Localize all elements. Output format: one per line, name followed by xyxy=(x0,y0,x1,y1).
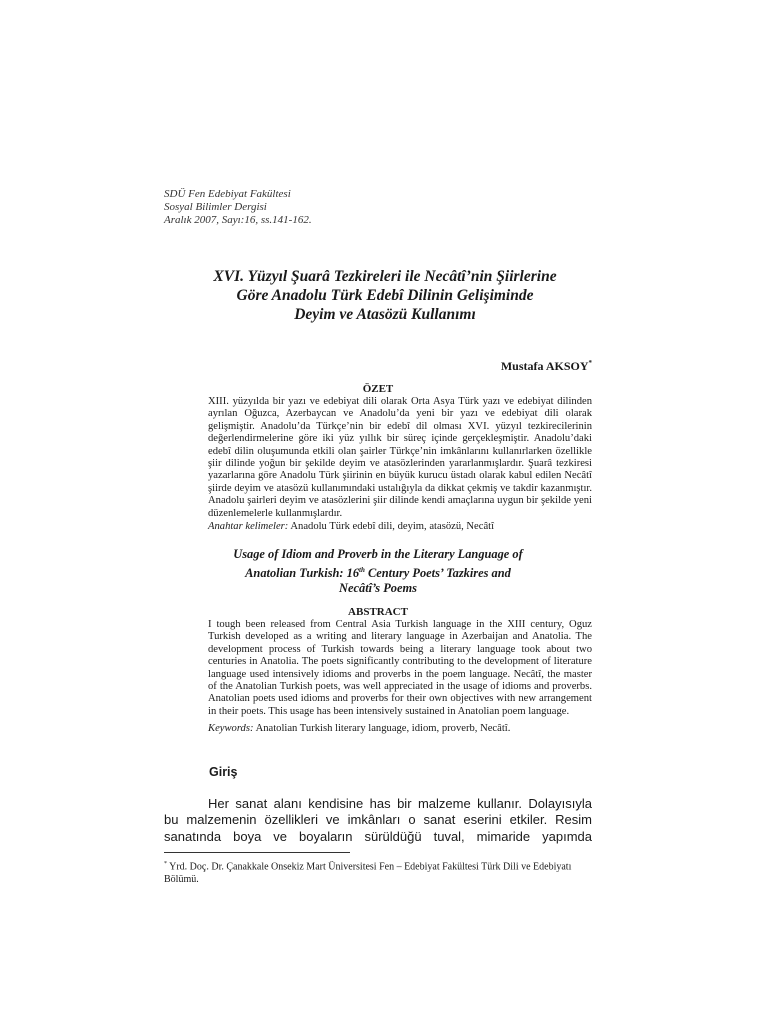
abstract-keywords xyxy=(208,723,510,734)
journal-name: Sosyal Bilimler Dergisi xyxy=(164,201,267,213)
giris-body xyxy=(164,796,592,845)
ozet-keywords-label: Anahtar kelimeler: xyxy=(208,521,289,532)
ozet-keywords xyxy=(208,521,494,532)
giris-line-3: sanatında boya ve boyaların sürüldüğü tuval, mimaride yapımda xyxy=(164,828,592,844)
ozet-keywords-text: Anadolu Türk edebî dili, deyim, atasözü, Necâtî xyxy=(288,521,495,532)
abstract-paragraph xyxy=(164,619,592,718)
journal-issue: Aralık 2007, Sayı:16, ss.141-162. xyxy=(164,214,312,226)
section-heading-giris: Giriş xyxy=(209,765,238,779)
title-line-3: Deyim ve Atasözü Kullanımı xyxy=(294,306,476,323)
giris-line-1: Her sanat alanı kendisine has bir malzeme kullanır. Dolayısıyla xyxy=(208,796,592,811)
author-name-text: Mustafa AKSOY xyxy=(500,359,589,373)
footnote-text: Yrd. Doç. Dr. Çanakkale Onsekiz Mart Üniversitesi Fen – Edebiyat Fakültesi Türk Dili ve Edebiyatı Bölümü. xyxy=(164,861,572,885)
author-name xyxy=(501,359,592,374)
footnote-divider xyxy=(164,852,350,853)
ozet-text: XIII. yüzyılda bir yazı ve edebiyat dili olarak Orta Asya Türk yazı ve edebiyat dilinden ayrılan Oğuzca, Azerbaycan ve Anadolu’da yeni bir yazı ve edebiyat dili olarak gelişmiştir. Anadolu’da Türkçe’nin bir edebî dil olması XVI. yüzyıl tezkirecilerinin değerlendirmelerine göre iki yüz yıllık bir süreç içinde gerçekleşmiştir. Anadolu’daki edebî dilin oluşumunda etkili olan şairler Türkçe’nin imkânlarını kullanırlarken özellikle şiir dilinde yoğun bir şekilde deyim ve atasözlerinden yararlanmışlardır. Şuarâ tezkiresi yazarlarına göre Anadolu Türk şiirinin en büyük kurucu üstadı olarak kabul edilen Necâtî şiirde deyim ve atasözü kullanımındaki ustalığıyla da dikkat çekmiş ve takdir kazanmıştır. Anadolu şairleri deyim ve atasözlerini şiir dilinde kendi amaçlarına uygun bir şekilde yeni düzenlemelerle kullanmışlardır. xyxy=(208,396,592,519)
abstract-text: I tough been released from Central Asia Turkish language in the XIII century, Oguz Turkish developed as a writing and literary language in Azerbaijan and Anatolia. The development process of Turkish towards being a literary language took about two centuries in Anatolia. The poets significantly contributing to the development of literature language used intensively idioms and proverbs in the poem language. Necâtî, the master of the Anatolian Turkish poets, was well appreciated in the usage of idioms and proverbs. Anatolian poets used idioms and proverbs for their own objectives with new arrangement in their poets. This usage has been intensively sustained in Anatolian poem language. xyxy=(208,619,592,717)
title-line-1: XVI. Yüzyıl Şuarâ Tezkireleri ile Necâtî’nin Şiirlerine xyxy=(213,268,557,285)
abstract-heading: ABSTRACT xyxy=(348,606,408,618)
ozet-paragraph xyxy=(164,396,592,520)
en-title-line-2a: Anatolian Turkish: 16 xyxy=(245,565,360,580)
en-title-line-1: Usage of Idiom and Proverb in the Literary Language of xyxy=(233,547,523,561)
en-title-line-2 xyxy=(164,563,592,582)
author-footnote-mark[interactable]: * xyxy=(588,359,592,367)
title-line-2: Göre Anadolu Türk Edebî Dilinin Gelişiminde xyxy=(236,287,534,304)
journal-faculty: SDÜ Fen Edebiyat Fakültesi xyxy=(164,188,291,200)
abstract-keywords-label: Keywords: xyxy=(208,723,254,734)
footnote-mark: * xyxy=(164,861,167,867)
en-title-superscript: th xyxy=(359,565,365,574)
footnote xyxy=(164,858,592,886)
article-title xyxy=(150,267,620,324)
abstract-keywords-text: Anatolian Turkish literary language, idiom, proverb, Necâtî. xyxy=(253,723,511,734)
english-title xyxy=(164,547,592,597)
ozet-heading: ÖZET xyxy=(362,383,394,395)
en-title-line-3: Necâtî’s Poems xyxy=(339,581,417,596)
giris-line-2: bu malzemenin özellikleri ve imkânları o sanat eserini etkiler. Resim xyxy=(164,812,592,828)
en-title-line-2b: Century Poets’ Tazkires and xyxy=(364,565,511,580)
journal-info xyxy=(164,188,312,227)
